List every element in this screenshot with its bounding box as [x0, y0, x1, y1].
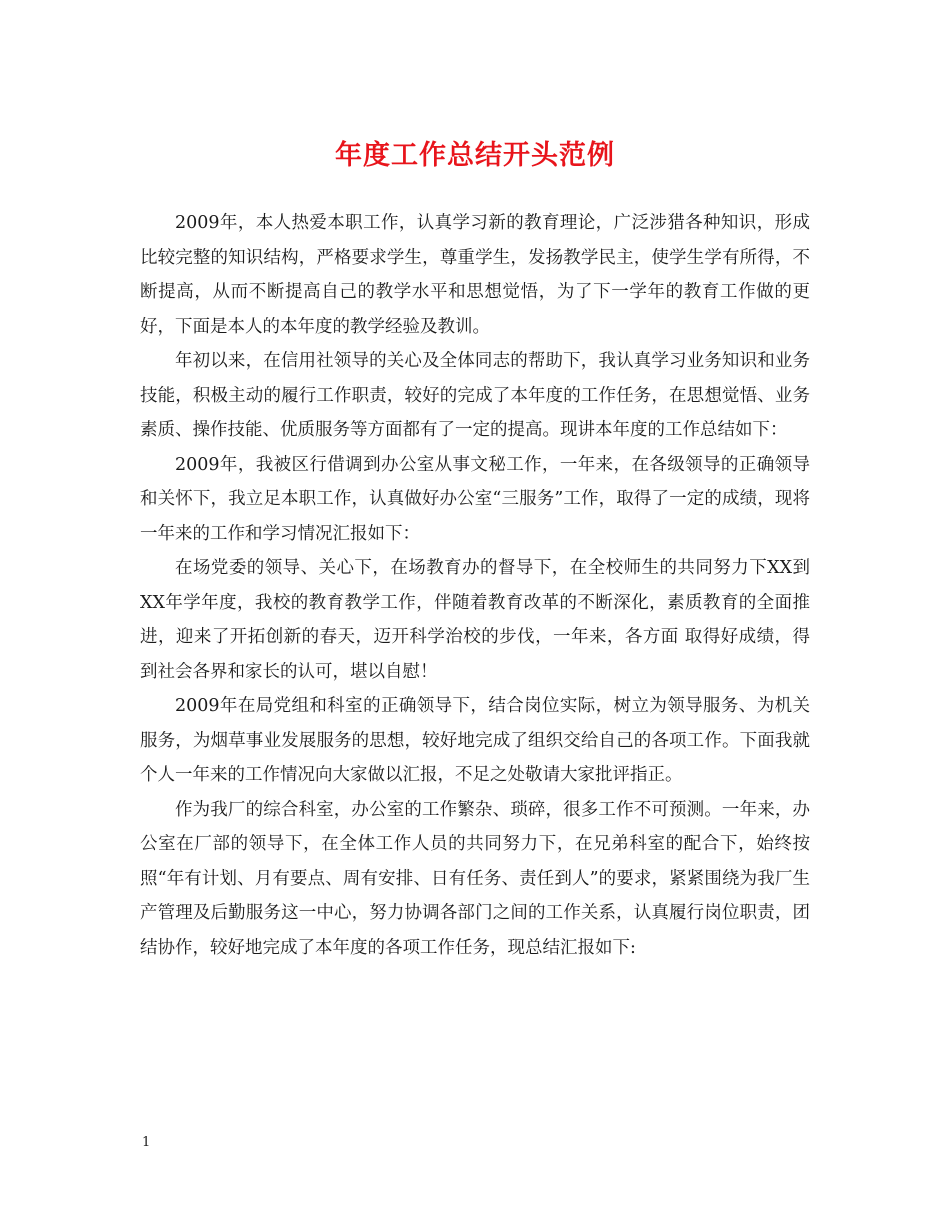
page-number: 1	[142, 1135, 151, 1150]
paragraph-6: 作为我厂的综合科室，办公室的工作繁杂、琐碎，很多工作不可预测。一年来，办公室在厂部的领导下，在全体工作人员的共同努力下，在兄弟科室的配合下，始终按照“年有计划、月有要点、周有安排、日有任务、责任到人”的要求，紧紧围绕为我厂生产管理及后勤服务这一中心，努力协调各部门之间的工作关系，认真履行岗位职责，团结协作，较好地完成了本年度的各项工作任务，现总结汇报如下:	[140, 799, 810, 958]
paragraph-4: 在场党委的领导、关心下，在场教育办的督导下，在全校师生的共同努力下XX到XX年学年度，我校的教育教学工作，伴随着教育改革的不断深化，素质教育的全面推进，迎来了开拓创新的春天，迈开科学治校的步伐，一年来，各方面 取得好成绩，得到社会各界和家长的认可，堪以自慰！	[140, 558, 810, 682]
paragraph-1: 2009年，本人热爱本职工作，认真学习新的教育理论，广泛涉猎各种知识，形成比较完整的知识结构，严格要求学生，尊重学生，发扬教学民主，使学生学有所得，不断提高，从而不断提高自己的教学水平和思想觉悟，为了下一学年的教育工作做的更好，下面是本人的本年度的教学经验及教训。	[140, 213, 810, 337]
paragraph-3: 2009年，我被区行借调到办公室从事文秘工作，一年来，在各级领导的正确领导和关怀下，我立足本职工作，认真做好办公室“三服务”工作，取得了一定的成绩，现将一年来的工作和学习情况汇报如下：	[140, 454, 810, 544]
paragraph-5: 2009年在局党组和科室的正确领导下，结合岗位实际，树立为领导服务、为机关服务，为烟草事业发展服务的思想，较好地完成了组织交给自己的各项工作。下面我就个人一年来的工作情况向大家做以汇报，不足之处敬请大家批评指正。	[140, 696, 810, 785]
document-title: 年度工作总结开头范例	[335, 140, 615, 171]
document-body	[140, 206, 810, 965]
paragraph-2: 年初以来，在信用社领导的关心及全体同志的帮助下，我认真学习业务知识和业务技能，积极主动的履行工作职责，较好的完成了本年度的工作任务，在思想觉悟、业务素质、操作技能、优质服务等方面都有了一定的提高。现讲本年度的工作总结如下：	[140, 351, 810, 440]
